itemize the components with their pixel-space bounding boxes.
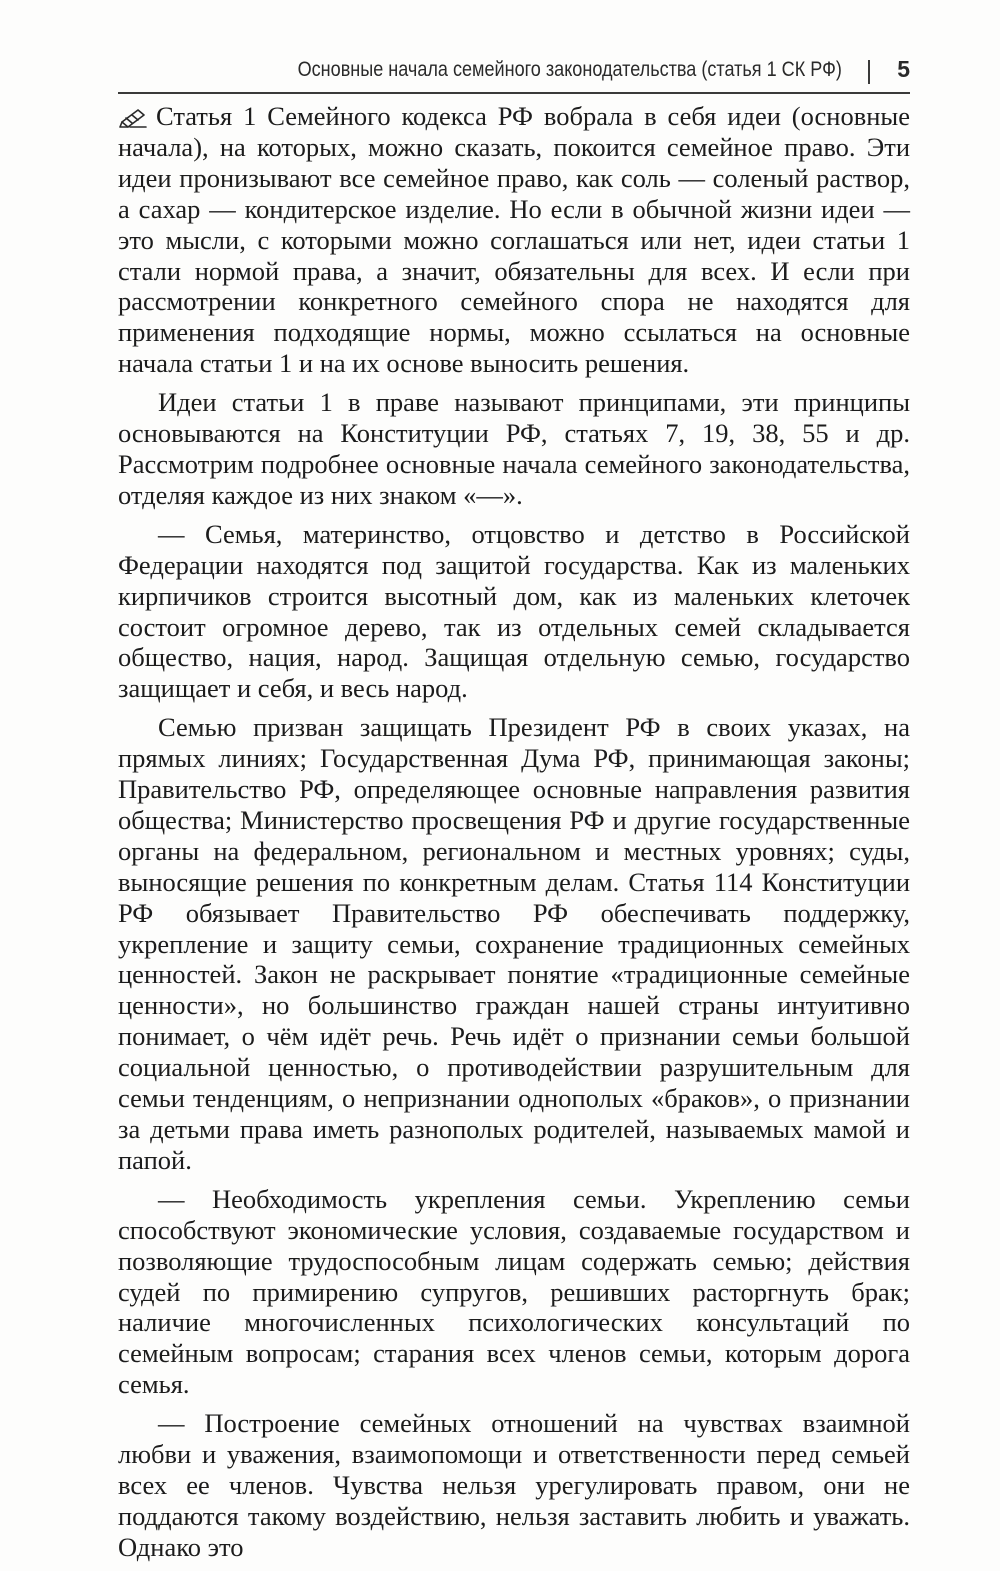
- paragraph: — Необходимость укрепления семьи. Укреплению семьи способствуют экономические условия, создаваемые государством и позволяющие трудоспособным лицам содержать семью; действия судей по примирению супругов, решивших расторгнуть брак; наличие многочисленных психологических консультаций по семейным вопросам; старания всех членов семьи, которым дорога семья.: [118, 1183, 910, 1400]
- paragraph-text: Статья 1 Семейного кодекса РФ вобрала в себя идеи (основные начала), на которых, можно сказать, покоится семейное право. Эти идеи пронизывают все семейное право, как соль — соленый раствор, а сахар — кондитерское изделие. Но если в обычной жизни идеи — это мысли, с которыми можно соглашаться или нет, идеи статьи 1 стали нормой права, а значит, обязательны для всех. И если при рассмотрении конкретного семейного спора не находятся для применения подходящие нормы, можно ссылаться на основные начала статьи 1 и на их основе выносить решения.: [118, 101, 910, 379]
- page-body: [118, 101, 910, 1571]
- paragraph: Идеи статьи 1 в праве называют принципами, эти принципы основываются на Конституции РФ, статьях 7, 19, 38, 55 и др. Рассмотрим подробнее основные начала семейного законодательства, отделяя каждое из них знаком «—».: [118, 387, 910, 510]
- paragraph: — Семья, материнство, отцовство и детство в Российской Федерации находятся под защитой государства. Как из маленьких кирпичиков строится высотный дом, как из маленьких клеточек состоит огромное дерево, так из отдельных семей складывается общество, нация, народ. Защищая отдельную семью, государство защищает и себя, и весь народ.: [118, 518, 910, 704]
- page-number: 5: [897, 56, 910, 82]
- paragraph-intro: [118, 101, 910, 379]
- paragraph: — Построение семейных отношений на чувствах взаимной любви и уважения, взаимопомощи и ответственности перед семьей всех ее членов. Чувства нельзя урегулировать правом, они не поддаются такому воздействию, нельзя заставить любить и уважать. Однако это: [118, 1408, 910, 1562]
- running-head-separator: [868, 60, 870, 84]
- paragraph: Семью призван защищать Президент РФ в своих указах, на прямых линиях; Государственная Дума РФ, принимающая законы; Правительство РФ, определяющее основные направления развития общества; Министерство просвещения РФ и другие государственные органы на федеральном, региональном и местных уровнях; суды, выносящие решения по конкретным делам. Статья 114 Конституции РФ обязывает Правительство РФ обеспечивать поддержку, укрепление и защиту семьи, сохранение традиционных семейных ценностей. Закон не раскрывает понятие «традиционные семейные ценности», но большинство граждан нашей страны интуитивно понимает, о чём идёт речь. Речь идёт о признании семьи большой социальной ценностью, о противодействии разрушительным для семьи тенденциям, о непризнании однополых «браков», о признании за детьми права иметь разнополых родителей, называемых мамой и папой.: [118, 712, 910, 1175]
- running-head: [118, 52, 910, 92]
- pencil-note-icon: [118, 106, 148, 128]
- running-head-title: Основные начала семейного законодательства (статья 1 СК РФ): [297, 58, 842, 81]
- header-rule: [118, 92, 910, 94]
